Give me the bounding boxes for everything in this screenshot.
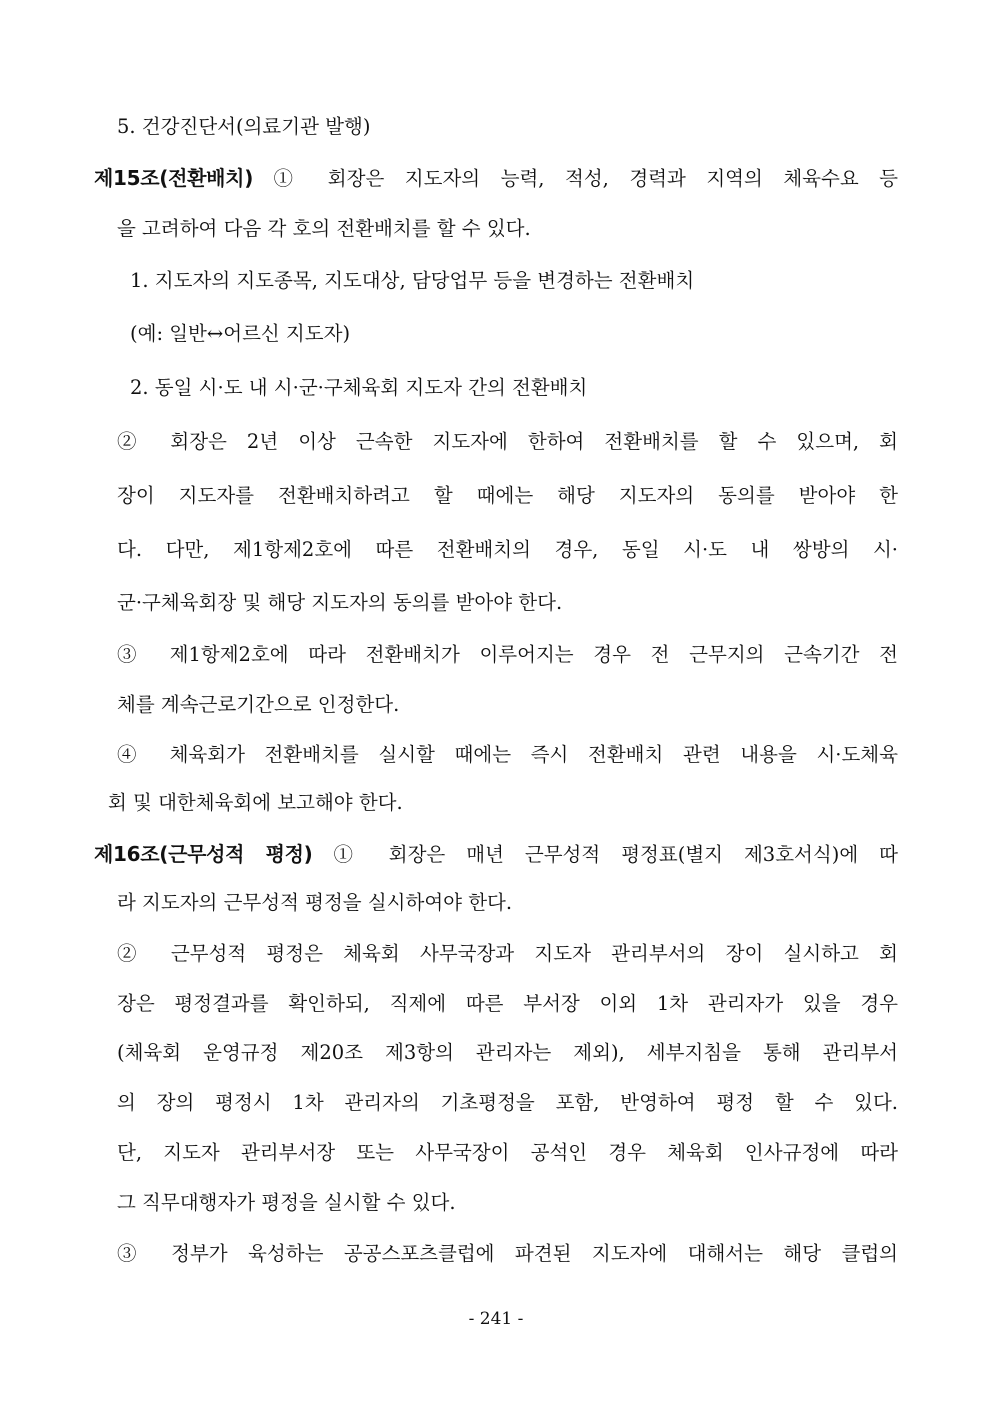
article-16-para-2-line-1: ② 근무성적 평정은 체육회 사무국장과 지도자 관리부서의 장이 실시하고 회 [117, 942, 898, 965]
article-15-para-4-line-2: 회 및 대한체육회에 보고해야 한다. [108, 791, 403, 814]
article-16-para-1-cont: 라 지도자의 근무성적 평정을 실시하여야 한다. [117, 891, 513, 914]
article-15-para-4-line-1: ④ 체육회가 전환배치를 실시할 때에는 즉시 전환배치 관련 내용을 시·도체육 [117, 743, 898, 766]
article-15-item-1: 1. 지도자의 지도종목, 지도대상, 담당업무 등을 변경하는 전환배치 [130, 269, 695, 292]
article-15-para-2-line-2: 장이 지도자를 전환배치하려고 할 때에는 해당 지도자의 동의를 받아야 한 [117, 484, 898, 507]
list-item-health-certificate: 5. 건강진단서(의료기관 발행) [117, 115, 371, 138]
article-15-item-2: 2. 동일 시·도 내 시·군·구체육회 지도자 간의 전환배치 [130, 376, 588, 399]
article-15-para-2-line-4: 군·구체육회장 및 해당 지도자의 동의를 받아야 한다. [117, 591, 563, 614]
article-15-para-2-line-1: ② 회장은 2년 이상 근속한 지도자에 한하여 전환배치를 할 수 있으며, 회 [117, 430, 898, 453]
article-15-para-3-line-1: ③ 제1항제2호에 따라 전환배치가 이루어지는 경우 전 근무지의 근속기간 전 [117, 643, 898, 666]
article-16-para-3-line-1: ③ 정부가 육성하는 공공스포츠클럽에 파견된 지도자에 대해서는 해당 클럽의 [117, 1242, 898, 1265]
article-15-para-3-line-2: 체를 계속근로기간으로 인정한다. [117, 693, 400, 716]
article-16-first-line [94, 840, 898, 869]
article-15-para-1-cont: 을 고려하여 다음 각 호의 전환배치를 할 수 있다. [117, 217, 531, 240]
article-16-para-2-line-2: 장은 평정결과를 확인하되, 직제에 따른 부서장 이외 1차 관리자가 있을 경우 [117, 992, 898, 1015]
article-16-para-2-line-4: 의 장의 평정시 1차 관리자의 기초평정을 포함, 반영하여 평정 할 수 있다. [117, 1091, 898, 1114]
article-16-para-2-line-5: 단, 지도자 관리부서장 또는 사무국장이 공석인 경우 체육회 인사규정에 따라 [117, 1141, 898, 1164]
article-16-para-2-line-3: (체육회 운영규정 제20조 제3항의 관리자는 제외), 세부지침을 통해 관리부서 [117, 1041, 898, 1064]
article-15-item-1-example: (예: 일반↔어르신 지도자) [130, 322, 351, 345]
article-16-heading: 제16조(근무성적 평정) [94, 842, 313, 866]
article-15-para-1-text: ① 회장은 지도자의 능력, 적성, 경력과 지역의 체육수요 등 [273, 167, 898, 190]
article-15-heading: 제15조(전환배치) [94, 166, 254, 190]
article-15-para-2-line-3: 다. 다만, 제1항제2호에 따른 전환배치의 경우, 동일 시·도 내 쌍방의 시· [117, 538, 898, 561]
article-16-para-2-line-6: 그 직무대행자가 평정을 실시할 수 있다. [117, 1191, 456, 1214]
article-16-para-1-text: ① 회장은 매년 근무성적 평정표(별지 제3호서식)에 따 [333, 843, 898, 866]
article-15-first-line [94, 164, 898, 193]
page-number: - 241 - [468, 1309, 524, 1329]
